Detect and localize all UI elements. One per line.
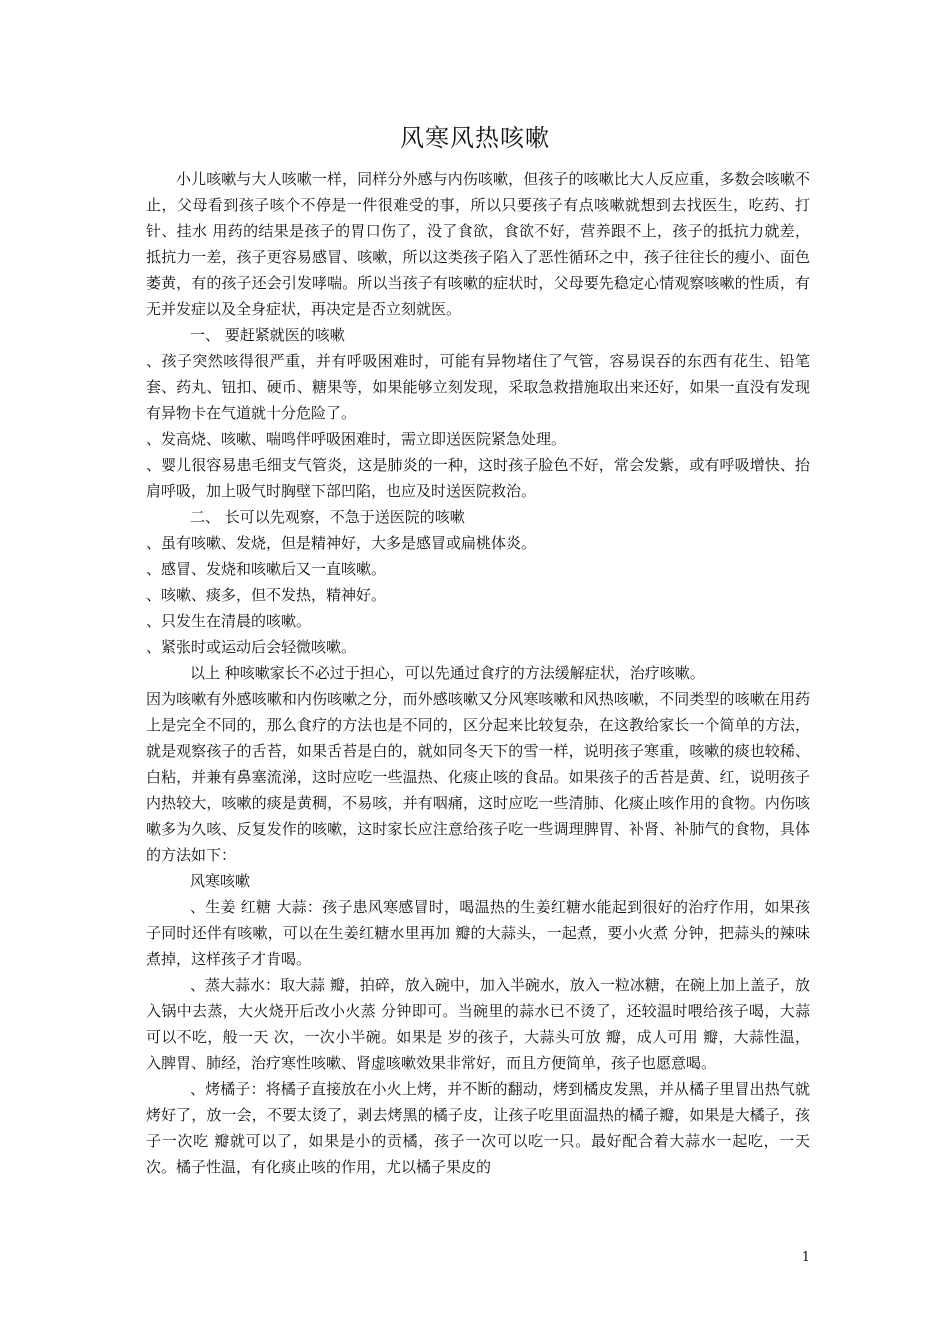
paragraph: 、咳嗽、痰多，但不发热，精神好。: [146, 586, 387, 604]
paragraph: 因为咳嗽有外感咳嗽和内伤咳嗽之分，而外感咳嗽又分风寒咳嗽和风热咳嗽，不同类型的咳嗽在用药上是完全不同的，那么食疗的方法也是不同的，区分起来比较复杂，在这教给家长一个简单的方法，就是观察孩子的舌苔，如果舌苔是白的，就如同冬天下的雪一样，说明孩子寒重，咳嗽的痰也较稀、白粘，并兼有鼻塞流涕，这时应吃一些温热、化痰止咳的食品。如果孩子的舌苔是黄、红，说明孩子内热较大，咳嗽的痰是黄稠，不易咳，并有咽痛，这时应吃一些清肺、化痰止咳作用的食物。内伤咳嗽多为久咳、反复发作的咳嗽，这时家长应注意给孩子吃一些调理脾胃、补肾、补肺气的食物，具体的方法如下：: [146, 690, 810, 864]
section-heading: 二、 长可以先观察，不急于送医院的咳嗽: [190, 508, 465, 526]
section-heading: 一、 要赶紧就医的咳嗽: [190, 326, 345, 344]
paragraph: 、感冒、发烧和咳嗽后又一直咳嗽。: [146, 560, 387, 578]
paragraph: 、只发生在清晨的咳嗽。: [146, 612, 312, 630]
page-number: 1: [801, 1250, 810, 1265]
document-body: [146, 166, 810, 1180]
paragraph: 、生姜 红糖 大蒜：孩子患风寒感冒时，喝温热的生姜红糖水能起到很好的治疗作用，如果孩子同时还伴有咳嗽，可以在生姜红糖水里再加 瓣的大蒜头，一起煮，要小火煮 分钟，把蒜头的辣味煮掉，这样孩子才肯喝。: [146, 898, 810, 968]
paragraph: 、紧张时或运动后会轻微咳嗽。: [146, 638, 357, 656]
paragraph: 、烤橘子：将橘子直接放在小火上烤，并不断的翻动，烤到橘皮发黑，并从橘子里冒出热气就烤好了，放一会，不要太烫了，剥去烤黑的橘子皮，让孩子吃里面温热的橘子瓣，如果是大橘子，孩子一次吃 瓣就可以了，如果是小的贡橘，孩子一次可以吃一只。最好配合着大蒜水一起吃，一天 次。橘子性温，有化痰止咳的作用，尤以橘子果皮的: [146, 1080, 810, 1176]
page-title: 风寒风热咳嗽: [400, 124, 550, 152]
paragraph: 小儿咳嗽与大人咳嗽一样，同样分外感与内伤咳嗽，但孩子的咳嗽比大人反应重，多数会咳嗽不止，父母看到孩子咳个不停是一件很难受的事，所以只要孩子有点咳嗽就想到去找医生，吃药、打针、挂水 用药的结果是孩子的胃口伤了，没了食欲，食欲不好，营养跟不上，孩子的抵抗力就差，抵抗力一差，孩子更容易感冒、咳嗽，所以这类孩子陷入了恶性循环之中，孩子往往长的瘦小、面色萎黄，有的孩子还会引发哮喘。所以当孩子有咳嗽的症状时，父母要先稳定心情观察咳嗽的性质，有无并发症以及全身症状，再决定是否立刻就医。: [146, 170, 810, 318]
section-heading: 风寒咳嗽: [190, 872, 251, 890]
paragraph: 、婴儿很容易患毛细支气管炎，这是肺炎的一种，这时孩子脸色不好，常会发紫，或有呼吸增快、抬肩呼吸，加上吸气时胸壁下部凹陷，也应及时送医院救治。: [146, 456, 810, 500]
paragraph: 、蒸大蒜水：取大蒜 瓣，拍碎，放入碗中，加入半碗水，放入一粒冰糖，在碗上加上盖子，放入锅中去蒸，大火烧开后改小火蒸 分钟即可。当碗里的蒜水已不烫了，还较温时喂给孩子喝，大蒜可以不吃，般一天 次，一次小半碗。如果是 岁的孩子，大蒜头可放 瓣，成人可用 瓣，大蒜性温，入脾胃、肺经，治疗寒性咳嗽、肾虚咳嗽效果非常好，而且方便简单，孩子也愿意喝。: [146, 976, 810, 1072]
paragraph: 、发高烧、咳嗽、喘鸣伴呼吸困难时，需立即送医院紧急处理。: [146, 430, 567, 448]
paragraph: 、孩子突然咳得很严重，并有呼吸困难时，可能有异物堵住了气管，容易误吞的东西有花生、铅笔套、药丸、钮扣、硬币、糖果等，如果能够立刻发现，采取急救措施取出来还好，如果一直没有发现有异物卡在气道就十分危险了。: [146, 352, 810, 422]
paragraph: 、虽有咳嗽、发烧，但是精神好，大多是感冒或扁桃体炎。: [146, 534, 537, 552]
paragraph: 以上 种咳嗽家长不必过于担心，可以先通过食疗的方法缓解症状，治疗咳嗽。: [190, 664, 705, 682]
